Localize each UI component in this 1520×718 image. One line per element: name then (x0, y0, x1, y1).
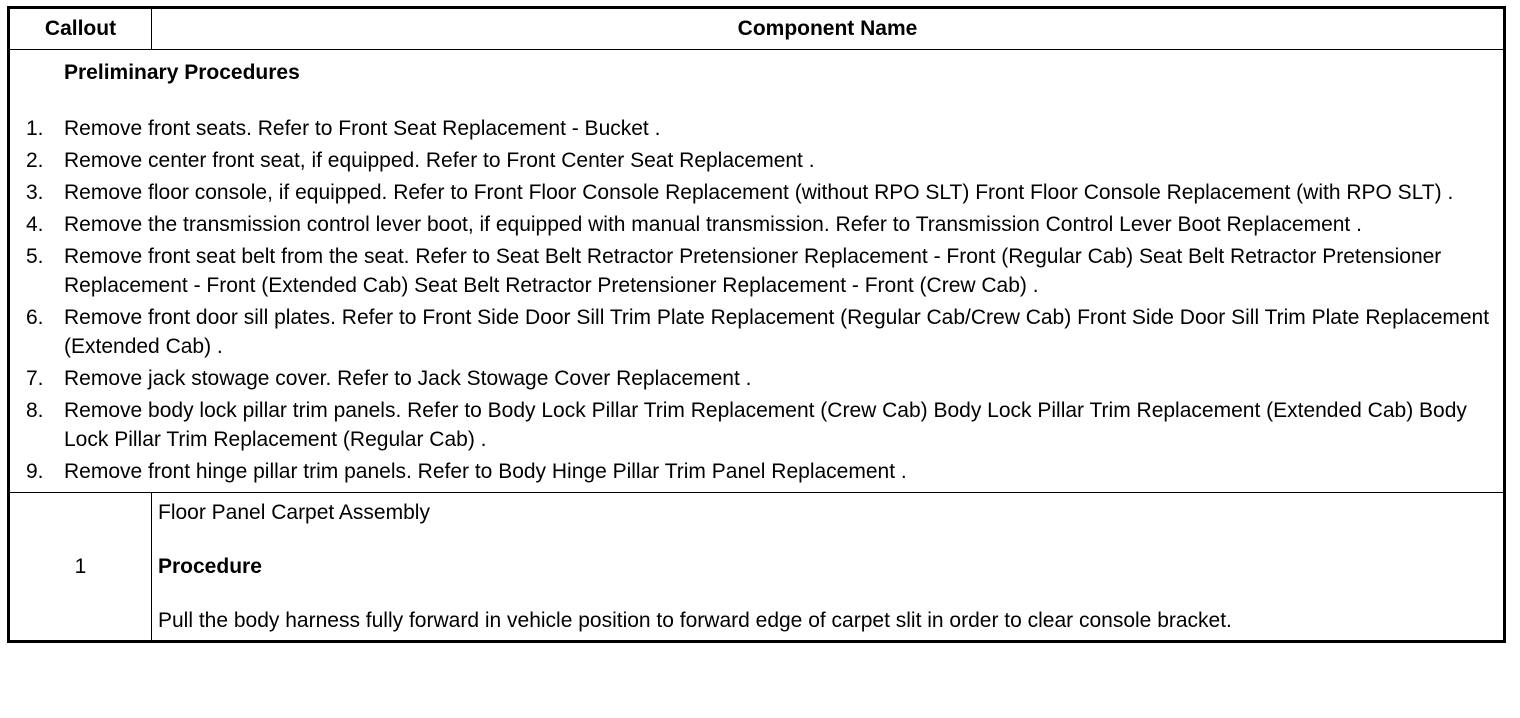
step-number: 6. (26, 306, 44, 329)
procedure-text: Pull the body harness fully forward in vehicle position to forward edge of carpet slit in order to clear console bracket. (158, 609, 1232, 632)
list-item (26, 457, 1493, 486)
component-name-column-header: Component Name (152, 8, 1505, 50)
step-text: Remove body lock pillar trim panels. Refer to Body Lock Pillar Trim Replacement (Crew Cab) Body Lock Pillar Trim Replacement (Extended Cab) Body Lock Pillar Trim Replacement (Regular Cab) . (64, 399, 1467, 451)
step-number: 5. (26, 245, 44, 268)
step-number: 9. (26, 460, 44, 483)
preliminary-procedures-title: Preliminary Procedures (64, 61, 300, 84)
list-item (26, 364, 1493, 393)
step-text: Remove center front seat, if equipped. Refer to Front Center Seat Replacement . (64, 149, 815, 172)
step-text: Remove front seats. Refer to Front Seat Replacement - Bucket . (64, 117, 661, 140)
list-item (26, 178, 1493, 207)
list-item (26, 242, 1493, 300)
component-name: Floor Panel Carpet Assembly (158, 501, 430, 524)
step-number: 8. (26, 399, 44, 422)
callout-column-header: Callout (9, 8, 152, 50)
step-number: 1. (26, 117, 44, 140)
procedure-table (7, 6, 1506, 643)
step-number: 2. (26, 149, 44, 172)
list-item (26, 210, 1493, 239)
list-item (26, 303, 1493, 361)
step-text: Remove front hinge pillar trim panels. Refer to Body Hinge Pillar Trim Panel Replacement . (64, 460, 907, 483)
list-item (26, 114, 1493, 143)
step-number: 7. (26, 367, 44, 390)
step-text: Remove floor console, if equipped. Refer to Front Floor Console Replacement (without RPO SLT) Front Floor Console Replacement (with RPO SLT) . (64, 181, 1454, 204)
table-row (9, 493, 1505, 642)
list-item (26, 396, 1493, 454)
step-number: 3. (26, 181, 44, 204)
step-text: Remove front door sill plates. Refer to Front Side Door Sill Trim Plate Replacement (Regular Cab/Crew Cab) Front Side Door Sill Trim Plate Replacement (Extended Cab) . (64, 306, 1490, 358)
list-item (26, 146, 1493, 175)
step-text: Remove jack stowage cover. Refer to Jack Stowage Cover Replacement . (64, 367, 752, 390)
preliminary-procedures-cell (9, 50, 1505, 493)
step-number: 4. (26, 213, 44, 236)
procedure-label: Procedure (158, 555, 262, 578)
component-cell (152, 493, 1505, 642)
step-text: Remove the transmission control lever boot, if equipped with manual transmission. Refer to Transmission Control Lever Boot Replacement . (64, 213, 1362, 236)
preliminary-steps-list (26, 114, 1493, 486)
callout-number: 1 (9, 493, 152, 642)
header-row (9, 8, 1505, 50)
step-text: Remove front seat belt from the seat. Refer to Seat Belt Retractor Pretensioner Replacement - Front (Regular Cab) Seat Belt Retractor Pretensioner Replacement - Front (Extended Cab) Seat Belt Retractor Pretensioner Replacement - Front (Crew Cab) . (64, 245, 1442, 297)
preliminary-procedures-row (9, 50, 1505, 493)
